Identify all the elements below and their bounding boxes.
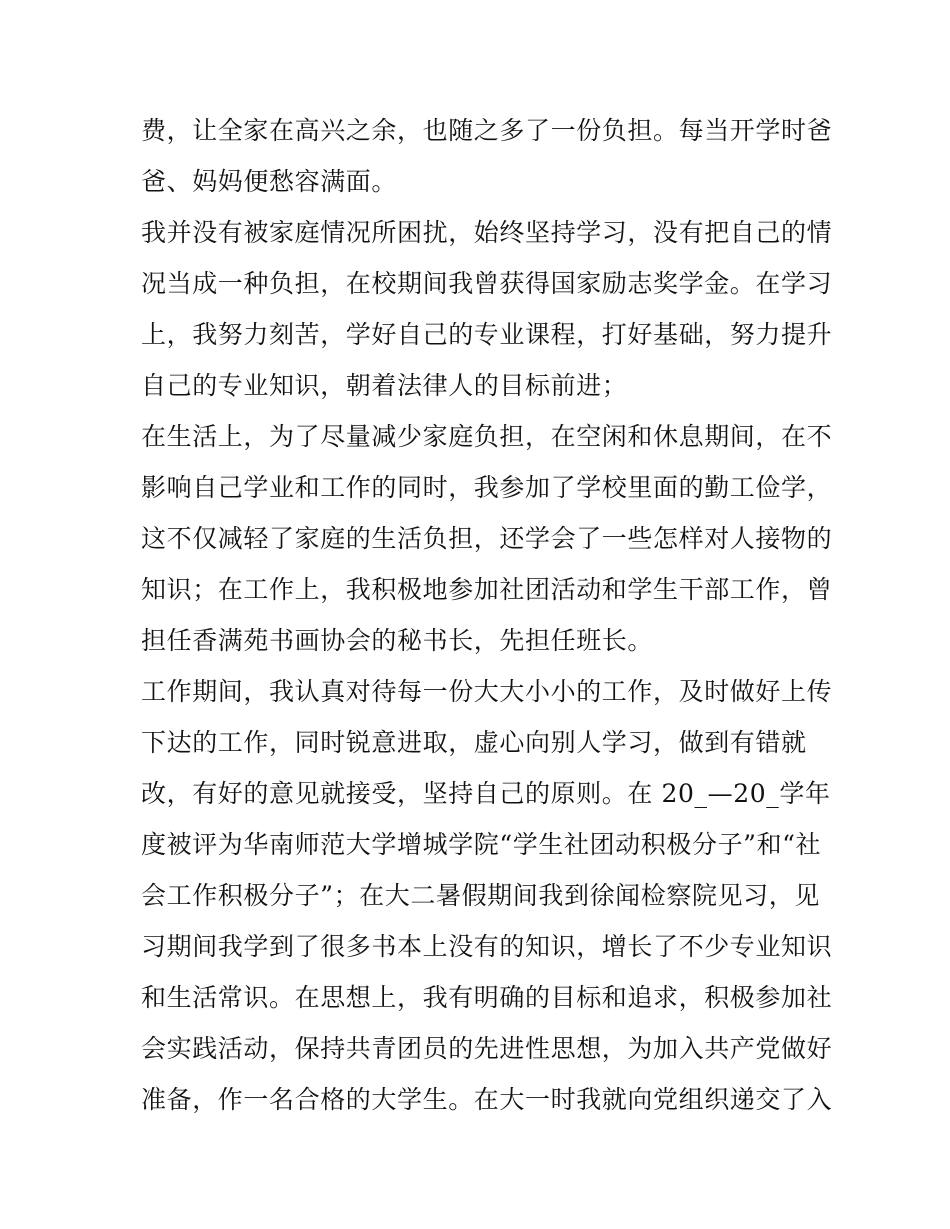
text-line: 度被评为华南师范大学增城学院“学生社团动积极分子”和“社: [141, 830, 822, 859]
text-line: 影响自己学业和工作的同时，我参加了学校里面的勤工俭学，: [141, 473, 833, 502]
text-line: 下达的工作，同时锐意进取，虚心向别人学习，做到有错就: [141, 728, 807, 757]
text-line: 担任香满苑书画协会的秘书长，先担任班长。: [141, 626, 654, 655]
text-line: 自己的专业知识，朝着法律人的目标前进；: [141, 371, 628, 400]
text-line: 爸、妈妈便愁容满面。: [141, 167, 398, 196]
text-line: 准备，作一名合格的大学生。在大一时我就向党组织递交了入: [141, 1085, 833, 1114]
text-line: 和生活常识。在思想上，我有明确的目标和追求，积极参加社: [141, 983, 833, 1012]
text-line: 况当成一种负担，在校期间我曾获得国家励志奖学金。在学习: [141, 269, 833, 298]
document-body: [141, 105, 833, 1125]
text-line: 会工作积极分子”；在大二暑假期间我到徐闻检察院见习，见: [141, 881, 820, 910]
text-line: 上，我努力刻苦，学好自己的专业课程，打好基础，努力提升: [141, 320, 833, 349]
text-line: 习期间我学到了很多书本上没有的知识，增长了不少专业知识: [141, 932, 833, 961]
text-line: 改，有好的意见就接受，坚持自己的原则。在 20_—20_学年: [141, 779, 831, 808]
text-line: 工作期间，我认真对待每一份大大小小的工作，及时做好上传: [141, 677, 833, 706]
text-line: 知识；在工作上，我积极地参加社团活动和学生干部工作，曾: [141, 575, 833, 604]
text-line: 会实践活动，保持共青团员的先进性思想，为加入共产党做好: [141, 1034, 833, 1063]
text-line: 在生活上，为了尽量减少家庭负担，在空闲和休息期间，在不: [141, 422, 833, 451]
text-line: 费，让全家在高兴之余，也随之多了一份负担。每当开学时爸: [141, 116, 833, 145]
text-line: 我并没有被家庭情况所困扰，始终坚持学习，没有把自己的情: [141, 218, 833, 247]
text-line: 这不仅减轻了家庭的生活负担，还学会了一些怎样对人接物的: [141, 524, 833, 553]
